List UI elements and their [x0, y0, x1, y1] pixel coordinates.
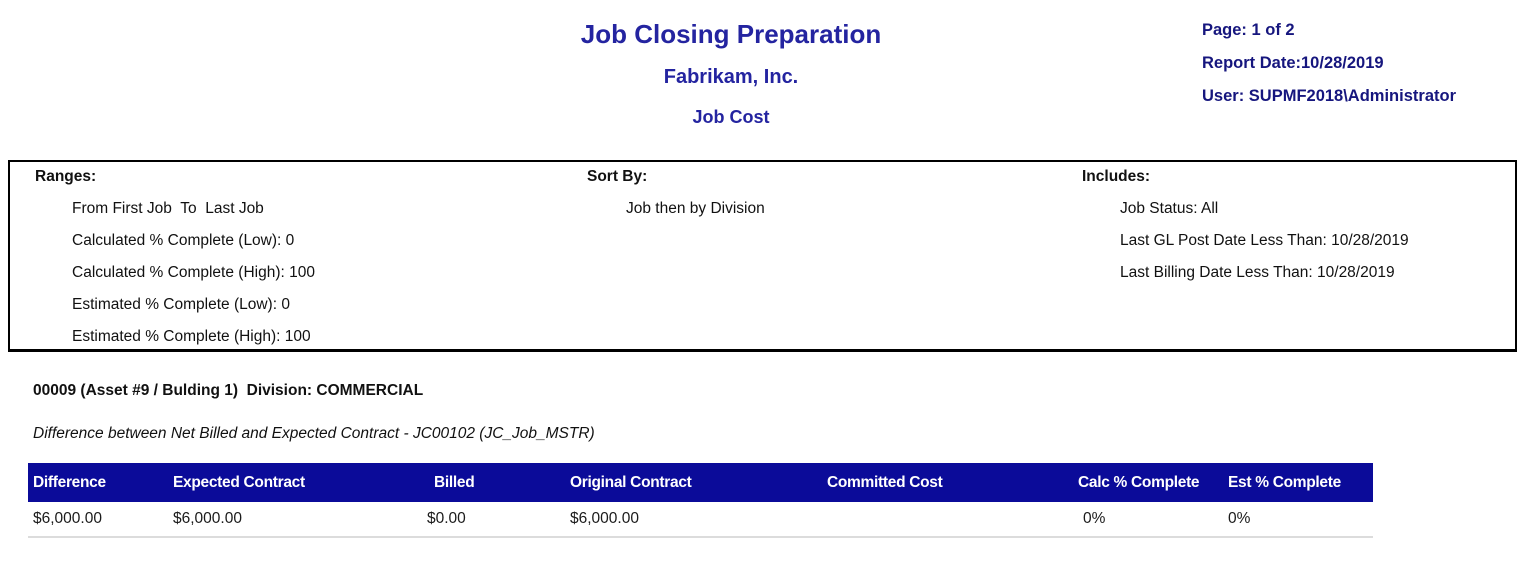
- report-meta-block: [1202, 14, 1522, 113]
- range-item: Calculated % Complete (High): 100: [72, 264, 315, 281]
- page-number: Page: 1 of 2: [1202, 21, 1295, 39]
- column-header-committed-cost: Committed Cost: [827, 474, 943, 491]
- sort-by-item: Job then by Division: [626, 200, 765, 217]
- company-name: Fabrikam, Inc.: [663, 66, 799, 88]
- report-title-block: [431, 18, 1031, 129]
- sort-by-label: Sort By:: [587, 168, 648, 185]
- column-header-difference: Difference: [33, 474, 106, 491]
- cell-billed: $0.00: [427, 510, 466, 527]
- cell-est-pct-complete: 0%: [1228, 510, 1251, 527]
- range-item: From First Job To Last Job: [72, 200, 264, 217]
- includes-label: Includes:: [1082, 168, 1151, 185]
- filter-box: [8, 160, 1517, 352]
- range-item: Estimated % Complete (High): 100: [72, 328, 311, 345]
- include-item: Last Billing Date Less Than: 10/28/2019: [1120, 264, 1395, 281]
- column-header-calc-pct-complete: Calc % Complete: [1078, 474, 1200, 491]
- cell-original-contract: $6,000.00: [570, 510, 639, 527]
- report-title: Job Closing Preparation: [580, 19, 882, 49]
- table-row: [28, 502, 1373, 538]
- ranges-label: Ranges:: [35, 168, 97, 185]
- column-header-est-pct-complete: Est % Complete: [1228, 474, 1341, 491]
- cell-expected-contract: $6,000.00: [173, 510, 242, 527]
- cell-calc-pct-complete: 0%: [1083, 510, 1106, 527]
- column-header-expected-contract: Expected Contract: [173, 474, 305, 491]
- job-note: Difference between Net Billed and Expected Contract - JC00102 (JC_Job_MSTR): [33, 425, 595, 442]
- report-subtitle: Job Cost: [692, 107, 770, 127]
- range-item: Calculated % Complete (Low): 0: [72, 232, 295, 249]
- job-heading: 00009 (Asset #9 / Bulding 1) Division: COMMERCIAL: [33, 382, 424, 399]
- range-item: Estimated % Complete (Low): 0: [72, 296, 290, 313]
- report-date: Report Date:10/28/2019: [1202, 54, 1384, 72]
- table-header-bar: [28, 463, 1373, 502]
- column-header-original-contract: Original Contract: [570, 474, 692, 491]
- column-header-billed: Billed: [434, 474, 475, 491]
- cell-difference: $6,000.00: [33, 510, 102, 527]
- report-user: User: SUPMF2018\Administrator: [1202, 87, 1456, 105]
- include-item: Job Status: All: [1120, 200, 1219, 217]
- include-item: Last GL Post Date Less Than: 10/28/2019: [1120, 232, 1409, 249]
